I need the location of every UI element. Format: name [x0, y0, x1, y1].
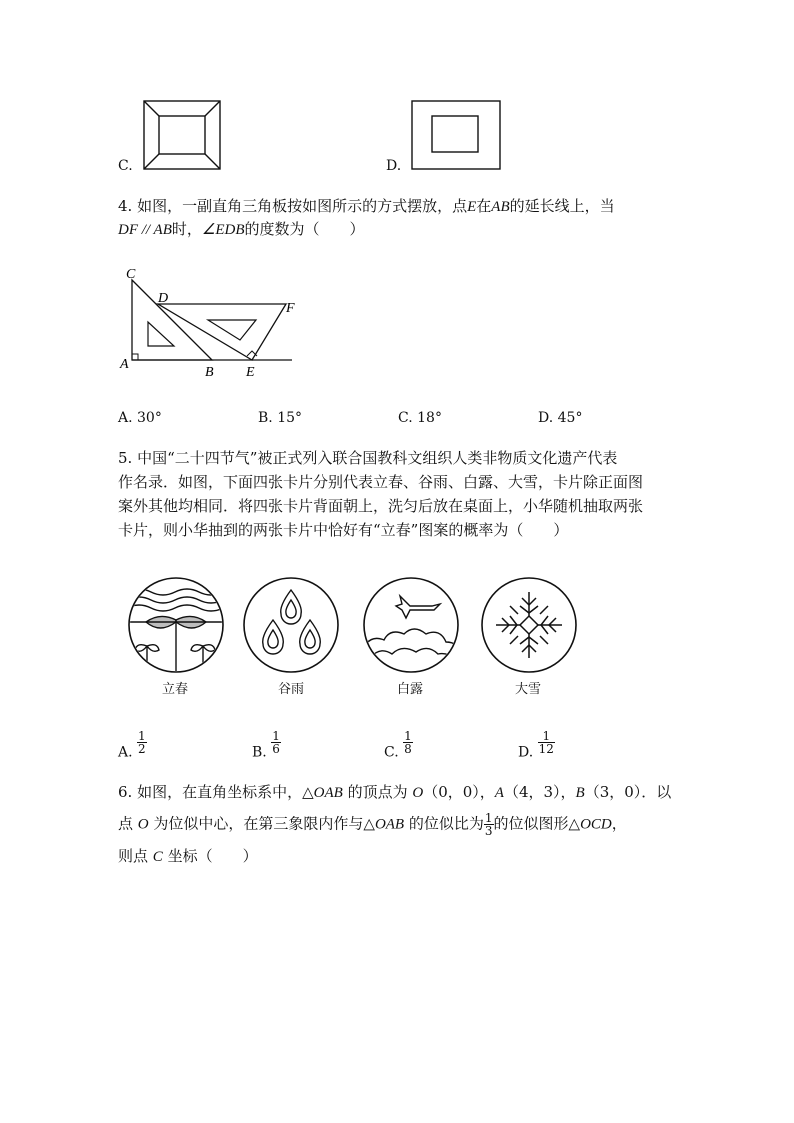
- q4-line-1: [118, 196, 615, 217]
- q5-line-1: 5. 中国“二十四节气”被正式列入联合国教科文组织人类非物质文化遗产代表: [118, 449, 618, 467]
- q4-point-e: E: [467, 199, 477, 215]
- q4-text: 的度数为（ ）: [244, 220, 365, 238]
- card-bailu-icon: [362, 576, 460, 674]
- q4-angle: ∠EDB: [201, 222, 245, 238]
- option-key: C.: [398, 410, 413, 426]
- q6-point-o: O: [412, 785, 424, 801]
- option-value: 18°: [417, 410, 442, 426]
- q6-text: （0，0），: [423, 783, 495, 801]
- option-c-label: C.: [118, 158, 133, 174]
- q4-text: 在: [476, 197, 492, 215]
- option-value: 45°: [557, 410, 583, 426]
- card-label-daxue: 大雪: [515, 682, 542, 697]
- fraction-num: 1: [538, 730, 555, 743]
- fraction-num: 1: [484, 811, 493, 825]
- q6-text: 的位似图形△: [493, 814, 581, 833]
- label-e: E: [246, 365, 255, 380]
- q6-text: 的顶点为: [342, 783, 413, 801]
- q4-seg-ab: AB: [491, 199, 510, 215]
- fraction-num: 1: [272, 729, 280, 743]
- q5-line-4: 卡片，则小华抽到的两张卡片中恰好有“立春”图案的概率为（ ）: [118, 521, 569, 539]
- card-label-lichun: 立春: [162, 682, 189, 697]
- fraction-den: 2: [138, 742, 146, 756]
- q6-ratio: [484, 812, 494, 837]
- q4-option-c[interactable]: [398, 408, 442, 428]
- option-d-label: D.: [386, 158, 402, 174]
- q6-point-b: B: [575, 785, 585, 801]
- card-daxue-icon: [480, 576, 578, 674]
- option-value: 30°: [137, 410, 162, 426]
- card-label-bailu: 白露: [397, 682, 424, 697]
- q4-option-a[interactable]: [118, 408, 162, 428]
- option-value: 15°: [277, 410, 303, 426]
- q6-text: 坐标（ ）: [162, 847, 258, 865]
- option-key: A.: [118, 744, 133, 761]
- label-a: A: [120, 357, 129, 372]
- fraction-num: 1: [404, 729, 412, 743]
- q6-line-3: [118, 846, 258, 867]
- option-key: B.: [252, 744, 267, 761]
- q5-option-a[interactable]: [118, 730, 147, 763]
- q5-line-3: 案外其他均相同．将四张卡片背面朝上，洗匀后放在桌面上，小华随机抽取两张: [118, 497, 644, 515]
- q4-text: 4. 如图，一副直角三角板按如图所示的方式摆放，点: [118, 197, 468, 215]
- label-d: D: [158, 291, 169, 306]
- option-d-figure: [408, 98, 504, 172]
- q6-point-a: A: [494, 785, 504, 801]
- option-key: D.: [538, 410, 554, 426]
- card-label-guyu: 谷雨: [278, 682, 305, 697]
- fraction-den: 12: [538, 742, 554, 756]
- q4-text: 的延长线上，当: [509, 197, 615, 215]
- fraction: [403, 730, 413, 755]
- q4-condition: DF // AB: [118, 222, 172, 238]
- q6-text: （3，0）．以: [584, 783, 672, 801]
- q6-text: ，: [611, 814, 627, 833]
- q6-text: 的位似比为: [404, 814, 484, 833]
- fraction-den: 6: [272, 742, 280, 756]
- q6-point-c: C: [152, 849, 163, 865]
- fraction: [538, 730, 555, 755]
- q5-line-2: 作名录．如图，下面四张卡片分别代表立春、谷雨、白露、大雪，卡片除正面图: [118, 473, 644, 491]
- label-f: F: [286, 301, 295, 316]
- fraction: [271, 730, 281, 755]
- q5-option-d[interactable]: [518, 730, 555, 763]
- q6-triangle-oab: OAB: [374, 816, 405, 833]
- option-key: B.: [258, 410, 273, 426]
- q6-text: 为位似中心，在第三象限内作与△: [148, 814, 375, 833]
- card-lichun-icon: [127, 576, 225, 674]
- fraction-den: 8: [404, 742, 412, 756]
- q5-option-c[interactable]: [384, 730, 413, 763]
- q4-option-b[interactable]: [258, 408, 302, 428]
- q6-text: （4，3），: [503, 783, 576, 801]
- q4-option-d[interactable]: [538, 408, 582, 428]
- option-c-figure: [140, 98, 224, 172]
- q6-triangle-ocd: OCD: [580, 816, 612, 833]
- option-key: C.: [384, 744, 399, 761]
- q6-text: 点: [118, 814, 138, 833]
- fraction: [137, 730, 147, 755]
- label-b: B: [205, 365, 214, 380]
- q5-option-b[interactable]: [252, 730, 281, 763]
- q6-line-1: [118, 782, 671, 803]
- q6-text: 则点: [118, 847, 153, 865]
- q4-text: 时，: [171, 220, 202, 238]
- q6-text: 6. 如图，在直角坐标系中，△: [118, 783, 314, 801]
- q6-triangle-oab: OAB: [313, 785, 343, 801]
- q4-figure: [118, 262, 298, 380]
- option-key: D.: [518, 744, 534, 761]
- q6-point-o: O: [137, 816, 149, 833]
- q4-line-2: [118, 219, 365, 240]
- option-key: A.: [118, 410, 133, 426]
- card-guyu-icon: [242, 576, 340, 674]
- q6-line-2: [118, 812, 627, 837]
- fraction-num: 1: [138, 729, 146, 743]
- fraction-den: 3: [484, 824, 493, 838]
- label-c: C: [126, 267, 136, 282]
